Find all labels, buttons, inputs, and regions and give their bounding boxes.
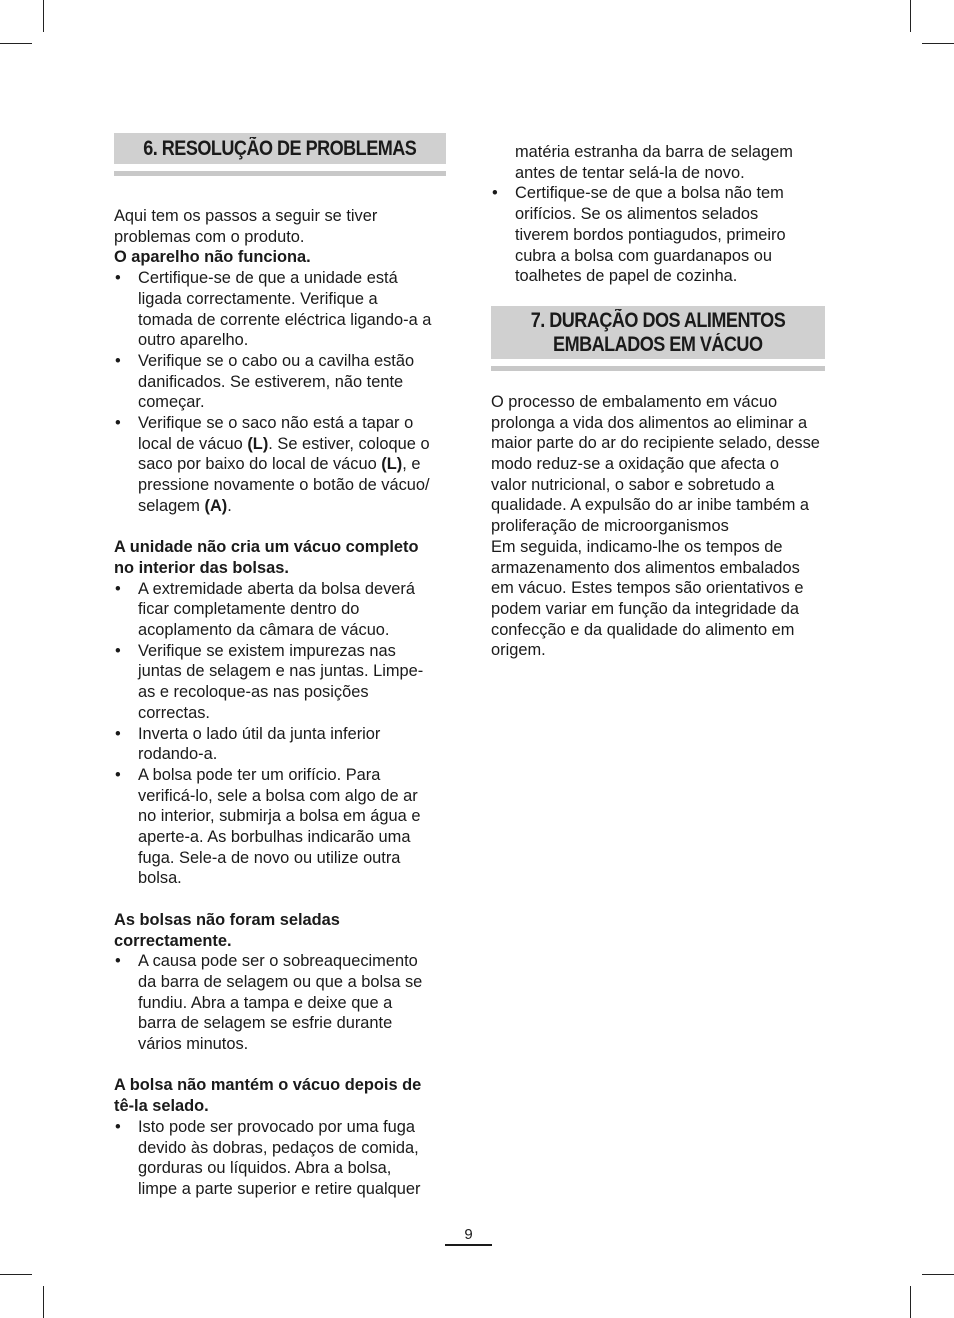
list-item: • Verifique se o cabo ou a cavilha estão danificados. Se estiverem, não tente começar. bbox=[115, 351, 415, 412]
section-7-heading: 7. DURAÇÃO DOS ALIMENTOS EMBALADOS EM VÁCUO bbox=[491, 306, 825, 359]
list-item: • Certifique-se de que a unidade está ligada correctamente. Verifique a tomada de corrente eléctrica ligando-a a outro aparelho. bbox=[115, 269, 432, 350]
page-number-rule bbox=[445, 1244, 492, 1246]
crop-mark bbox=[922, 43, 954, 44]
list-item-continued: matéria estranha da barra de selagem antes de tentar selá-la de novo. bbox=[515, 143, 793, 182]
crop-mark bbox=[0, 43, 32, 44]
group-title-not-working: O aparelho não funciona. bbox=[114, 248, 311, 267]
section-7-paragraph: O processo de embalamento em vácuo prolonga a vida dos alimentos ao eliminar a maior parte do ar do recipiente selado, desse modo reduz-se a oxidação que afecta o valor nutricional, o sabor e sobretudo a qualidade. A expulsão do ar inibe também a proliferação de microorganismos Em seguida, indicamo-lhe os tempos de armazenamento dos alimentos embalados em vácuo. Estes tempos são orientativos e podem variar em função da integridade da confecção e da qualidade do alimento em origem. bbox=[491, 392, 820, 660]
bullet-list bbox=[114, 579, 446, 890]
group-title-loses-vacuum: A bolsa não mantém o vácuo depois de tê-la selado. bbox=[114, 1076, 422, 1116]
crop-mark bbox=[922, 1274, 954, 1275]
crop-mark bbox=[43, 1286, 44, 1318]
left-column bbox=[114, 133, 446, 1200]
crop-mark bbox=[910, 1286, 911, 1318]
bullet-list bbox=[114, 268, 446, 516]
group-title-not-sealed: As bolsas não foram seladas correctamente. bbox=[114, 910, 340, 950]
list-item: • Isto pode ser provocado por uma fuga devido às dobras, pedaços de comida, gorduras ou líquidos. Abra a bolsa, limpe a parte superior e retire qualquer bbox=[115, 1117, 421, 1198]
bullet-list bbox=[491, 142, 825, 287]
crop-mark bbox=[43, 0, 44, 32]
section-6-heading: 6. RESOLUÇÃO DE PROBLEMAS bbox=[114, 133, 446, 164]
group-title-no-vacuum: A unidade não cria um vácuo completo no interior das bolsas. bbox=[114, 538, 419, 577]
list-item: • A bolsa pode ter um orifício. Para verificá-lo, sele a bolsa com algo de ar no interior, submirja a bolsa em água e aperte-a. As borbulhas indicarão uma fuga. Sele-a de novo ou utilize outra bolsa. bbox=[115, 765, 421, 888]
page-number: 9 bbox=[464, 1226, 473, 1243]
list-item: • Verifique se existem impurezas nas juntas de selagem e nas juntas. Limpe- as e recoloque-as nas posições correctas. bbox=[115, 641, 424, 722]
list-item: • Inverta o lado útil da junta inferior rodando-a. bbox=[115, 724, 381, 764]
list-item: • Certifique-se de que a bolsa não tem orifícios. Se os alimentos selados tiverem bordos pontiagudos, primeiro cubra a bolsa com guardanapos ou toalhetes de papel de cozinha. bbox=[492, 184, 786, 286]
list-item: • A extremidade aberta da bolsa deverá ficar completamente dentro do acoplamento da câmara de vácuo. bbox=[115, 579, 415, 640]
crop-mark bbox=[0, 1274, 32, 1275]
crop-mark bbox=[910, 0, 911, 32]
list-item: • Verifique se o saco não está a tapar o local de vácuo (L). Se estiver, coloque o saco por baixo do local de vácuo (L), e pressione novamente o botão de vácuo/ selagem (A). bbox=[115, 414, 430, 515]
intro-text: Aqui tem os passos a seguir se tiver problemas com o produto. bbox=[114, 207, 378, 246]
right-column bbox=[491, 142, 825, 661]
bullet-list bbox=[114, 951, 446, 1055]
bullet-list bbox=[114, 1117, 446, 1200]
list-item: • A causa pode ser o sobreaquecimento da barra de selagem ou que a bolsa se fundiu. Abra a tampa e deixe que a barra de selagem se esfrie durante vários minutos. bbox=[115, 952, 423, 1054]
